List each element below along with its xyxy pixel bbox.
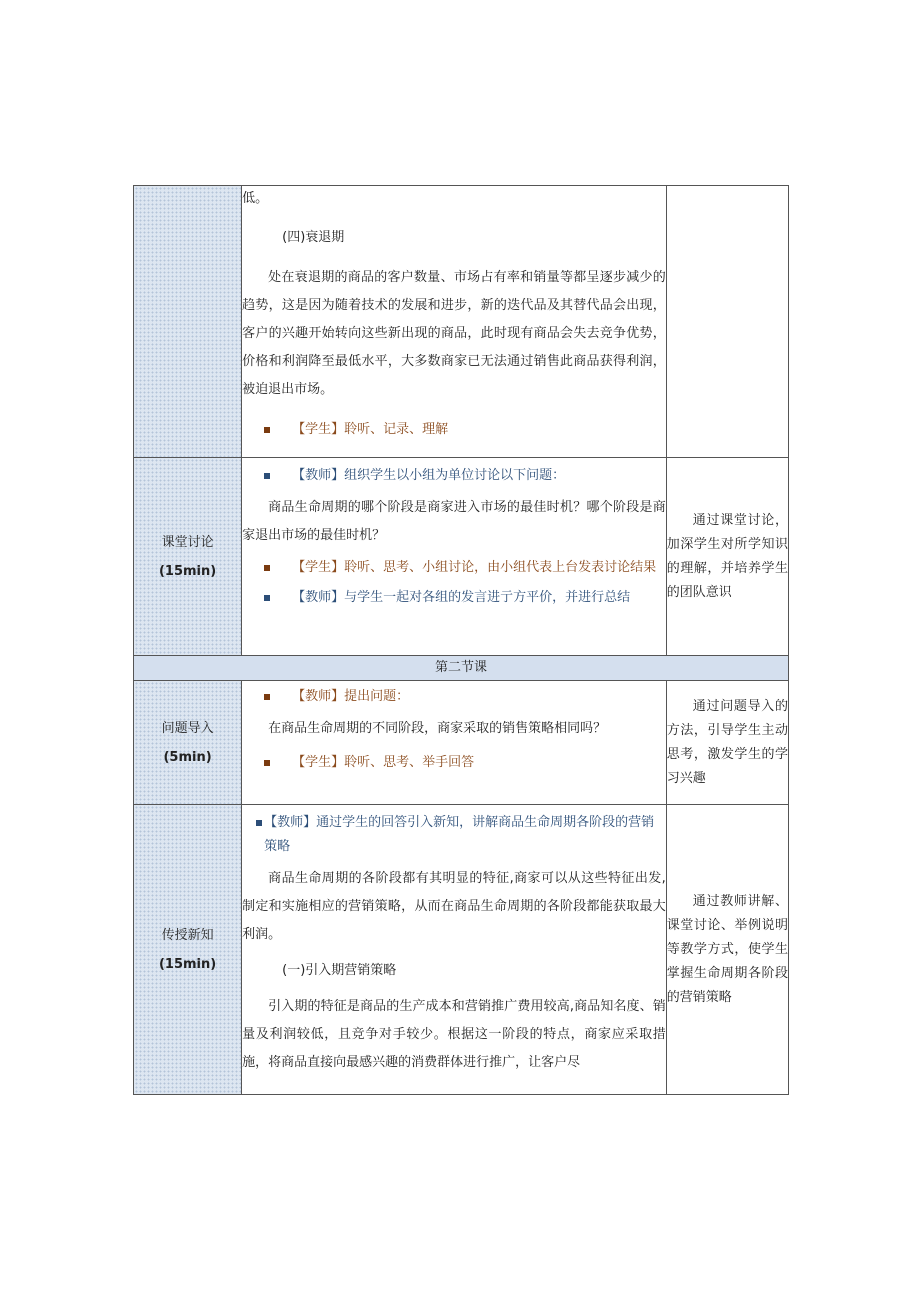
row-section-header <box>134 656 789 681</box>
teacher-activity: 【教师】组织学生以小组为单位讨论以下问题： <box>242 464 666 488</box>
student-activity: 【学生】聆听、思考、举手回答 <box>242 751 666 775</box>
label-cell-discussion <box>134 458 242 656</box>
decline-paragraph: 处在衰退期的商品的客户数量、市场占有率和销量等都呈逐步减少的趋势，这是因为随着技术的发展和进步，新的迭代品及其替代品会出现，客户的兴趣开始转向这些新出现的商品，此时现有商品会失去竞争优势，价格和利润降至最低水平，大多数商家已无法通过销售此商品获得利润，被迫退出市场。 <box>242 270 666 397</box>
row-discussion <box>134 458 789 656</box>
student-activity: 【学生】聆听、思考、小组讨论，由小组代表上台发表讨论结果 <box>242 556 666 580</box>
stage-duration: (15min) <box>158 956 217 972</box>
purpose-cell-discussion: 通过课堂讨论，加深学生对所学知识的理解，并培养学生的团队意识 <box>666 458 788 656</box>
decline-heading: (四)衰退期 <box>282 230 345 245</box>
lesson-plan-table <box>133 185 789 1095</box>
teach-paragraph-2: 引入期的特征是商品的生产成本和营销推广费用较高,商品知名度、销量及利润较低，且竞争对手较少。根据这一阶段的特点，商家应采取措施，将商品直接向最感兴趣的消费群体进行推广，让客户尽 <box>242 999 666 1070</box>
row-intro <box>134 681 789 805</box>
content-cell-intro <box>242 681 667 805</box>
content-cell-decline <box>242 186 667 458</box>
teacher-activity: 【教师】提出问题： <box>242 685 666 709</box>
continued-text: 低。 <box>242 191 269 206</box>
label-cell-intro <box>134 681 242 805</box>
stage-label: 问题导入 <box>161 720 214 736</box>
intro-question: 在商品生命周期的不同阶段，商家采取的销售策略相同吗？ <box>268 721 607 736</box>
label-cell-teach <box>134 805 242 1095</box>
purpose-cell-intro: 通过问题导入的方法，引导学生主动思考，激发学生的学习兴趣 <box>666 681 788 805</box>
row-teach <box>134 805 789 1095</box>
student-activity: 【学生】聆听、记录、理解 <box>242 418 666 442</box>
teach-heading: (一)引入期营销策略 <box>282 963 397 978</box>
teach-paragraph-1: 商品生命周期的各阶段都有其明显的特征,商家可以从这些特征出发,制定和实施相应的营销策略，从而在商品生命周期的各阶段都能获取最大利润。 <box>242 871 666 942</box>
content-cell-teach <box>242 805 667 1095</box>
stage-label: 课堂讨论 <box>161 534 214 550</box>
stage-duration: (15min) <box>158 563 217 579</box>
row-decline <box>134 186 789 458</box>
purpose-cell-empty <box>666 186 788 458</box>
purpose-cell-teach: 通过教师讲解、课堂讨论、举例说明等教学方式，使学生掌握生命周期各阶段的营销策略 <box>666 805 788 1095</box>
label-cell-empty <box>134 186 242 458</box>
section-title: 第二节课 <box>134 656 789 681</box>
teacher-activity: 【教师】通过学生的回答引入新知，讲解商品生命周期各阶段的营销策略 <box>242 811 666 859</box>
stage-duration: (5min) <box>163 749 212 765</box>
stage-label: 传授新知 <box>161 927 214 943</box>
teacher-summary: 【教师】与学生一起对各组的发言进亍方平价，并进行总结 <box>242 586 666 610</box>
content-cell-discussion <box>242 458 667 656</box>
discussion-question: 商品生命周期的哪个阶段是商家进入市场的最佳时机？哪个阶段是商家退出市场的最佳时机？ <box>242 500 666 543</box>
